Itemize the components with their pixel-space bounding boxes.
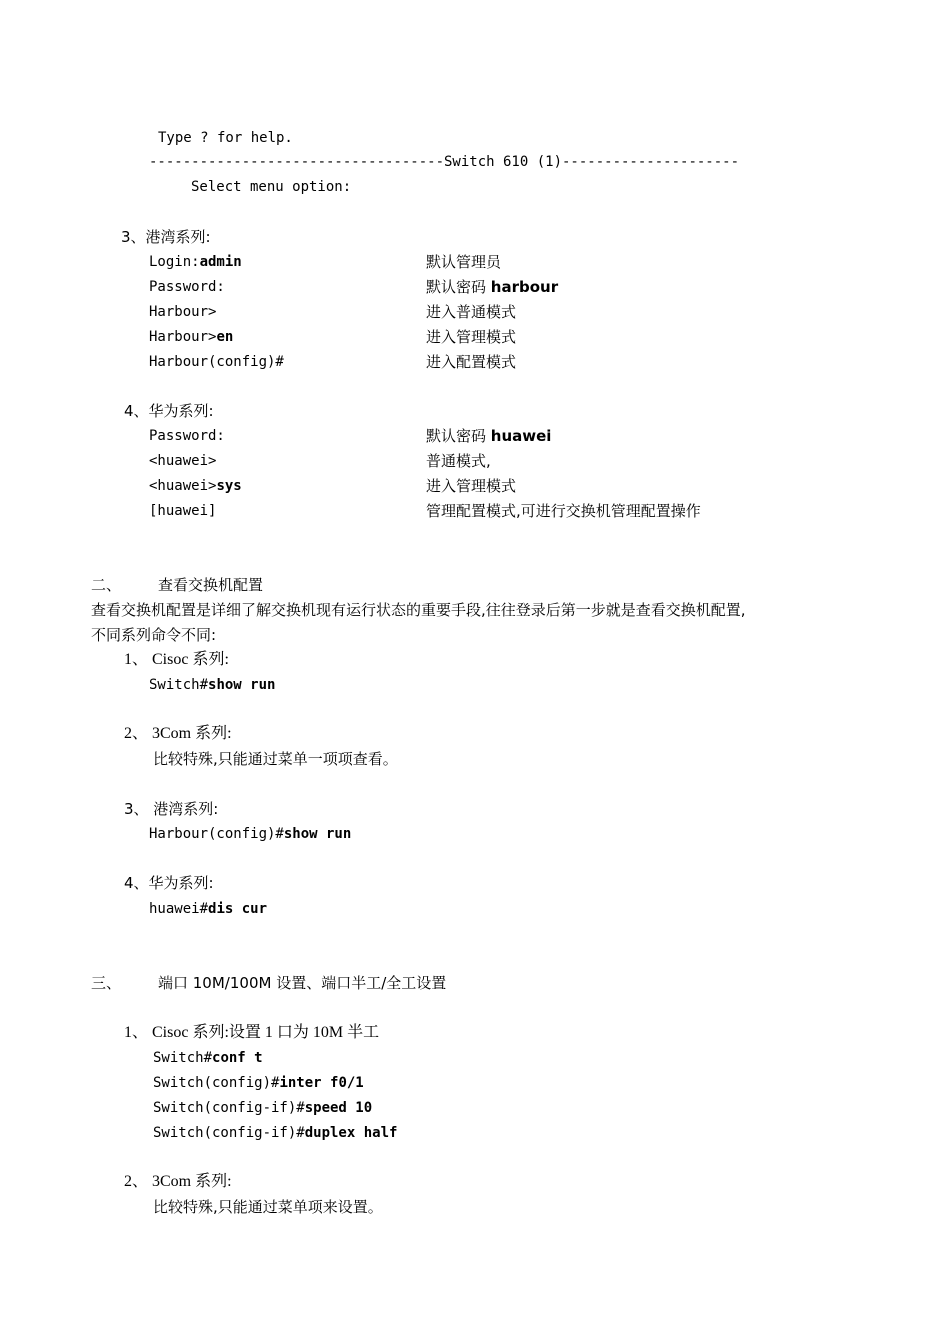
section3-item2-text: 比较特殊,只能通过菜单项来设置。 [153, 1198, 383, 1216]
section3-item2-label: 2、 3Com 系列: [124, 1173, 232, 1190]
section3-cmd-speed: Switch(config-if)#speed 10 [153, 1100, 373, 1116]
section3-cmd-inter: Switch(config)#inter f0/1 [153, 1075, 364, 1091]
harbour-desc-enable: 进入管理模式 [426, 328, 517, 346]
section3-cmd-duplex: Switch(config-if)#duplex half [153, 1125, 398, 1141]
section2-item-harbour-cmd: Harbour(config)#show run [149, 826, 352, 842]
section3-title: 端口 10M/100M 设置、端口半工/全工设置 [158, 974, 447, 992]
menu-separator: -----------------------------------Switch 610 (1)--------------------- [149, 154, 740, 170]
type-help-text: Type ? for help. [158, 130, 293, 146]
huawei-cmd-system-view: [huawei] [149, 503, 217, 519]
section2-paragraph-line1: 查看交换机配置是详细了解交换机现有运行状态的重要手段,往往登录后第一步就是查看交换机配置, [91, 601, 746, 619]
huawei-desc-system-view: 管理配置模式,可进行交换机管理配置操作 [426, 502, 701, 520]
harbour-heading: 3、港湾系列: [121, 228, 211, 246]
select-menu-option: Select menu option: [191, 179, 352, 195]
harbour-desc-login: 默认管理员 [426, 253, 502, 271]
harbour-cmd-config: Harbour(config)# [149, 354, 284, 370]
section2-item-3com-label: 2、 3Com 系列: [124, 725, 232, 742]
section3-cmd-conf-t: Switch#conf t [153, 1050, 263, 1066]
huawei-desc-user-mode: 普通模式, [426, 452, 491, 470]
huawei-desc-password: 默认密码 huawei [426, 427, 552, 445]
section2-paragraph-line2: 不同系列命令不同: [91, 626, 217, 644]
huawei-heading: 4、华为系列: [124, 402, 214, 420]
huawei-cmd-sys: <huawei>sys [149, 478, 242, 494]
section2-item-cisco-label: 1、 Cisoc 系列: [124, 651, 229, 668]
huawei-cmd-user-mode: <huawei> [149, 453, 217, 469]
harbour-cmd-login: Login:admin [149, 254, 242, 270]
harbour-cmd-enable: Harbour>en [149, 329, 234, 345]
section2-item-cisco-cmd: Switch#show run [149, 677, 276, 693]
huawei-cmd-password: Password: [149, 428, 225, 444]
section2-item-huawei-cmd: huawei#dis cur [149, 901, 268, 917]
section2-number: 二、 [91, 576, 122, 594]
harbour-desc-user-mode: 进入普通模式 [426, 303, 517, 321]
section2-item-3com-text: 比较特殊,只能通过菜单一项项查看。 [153, 750, 398, 768]
section2-item-huawei-label: 4、华为系列: [124, 874, 214, 892]
harbour-cmd-password: Password: [149, 279, 225, 295]
section2-item-harbour-label: 3、 港湾系列: [124, 800, 219, 818]
section3-item1-label: 1、 Cisoc 系列:设置 1 口为 10M 半工 [124, 1024, 380, 1041]
harbour-desc-config: 进入配置模式 [426, 353, 517, 371]
section3-number: 三、 [91, 974, 122, 992]
huawei-desc-sys: 进入管理模式 [426, 477, 517, 495]
harbour-desc-password: 默认密码 harbour [426, 278, 559, 296]
harbour-cmd-user-mode: Harbour> [149, 304, 217, 320]
section2-title: 查看交换机配置 [158, 576, 264, 594]
